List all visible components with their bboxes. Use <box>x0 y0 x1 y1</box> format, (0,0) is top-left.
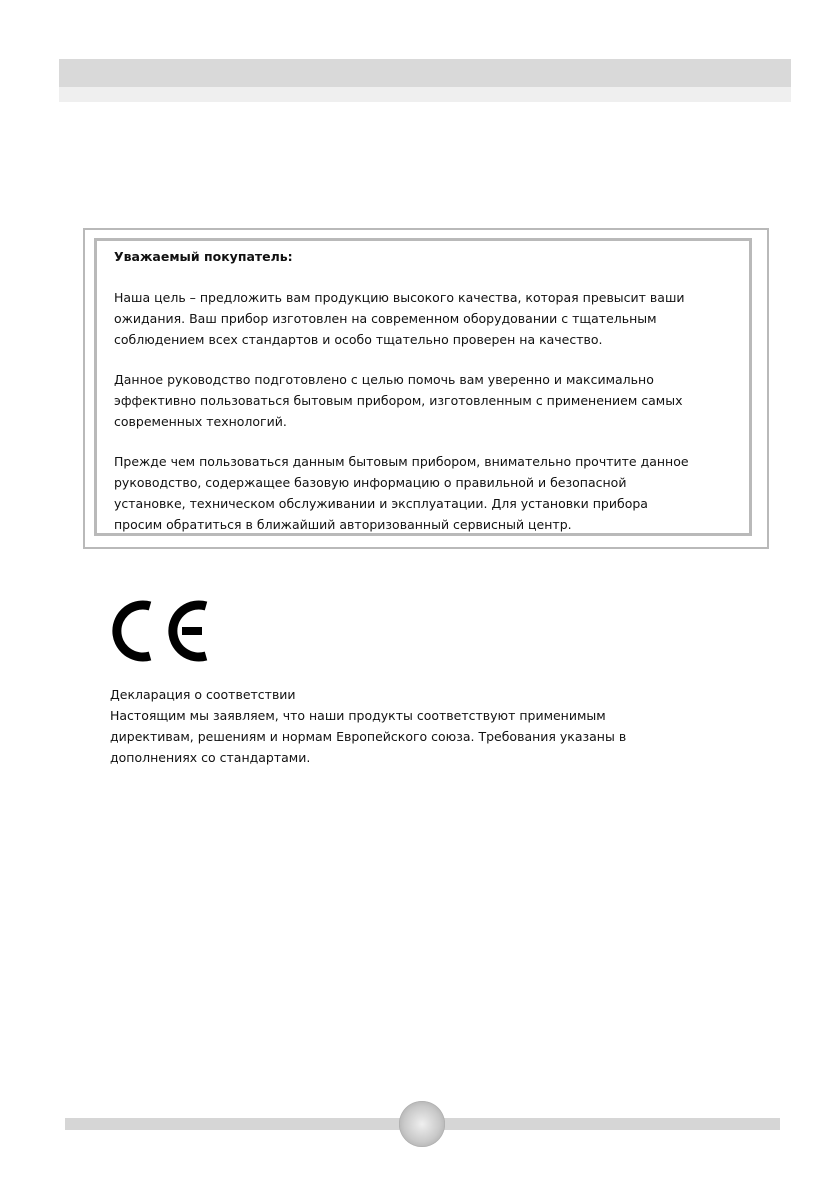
declaration-text: Настоящим мы заявляем, что наши продукты соответствуют применимым директивам, решениям и нормам Европейского союза. Требования указаны в дополнениях со стандартами. <box>110 708 627 765</box>
notice-title: Уважаемый покупатель: <box>114 249 293 264</box>
ce-mark-icon <box>110 596 212 666</box>
notice-paragraph-installation: Прежде чем пользоваться данным бытовым прибором, внимательно прочтите данное руководство, содержащее базовую информацию о правильной и безопасной установке, техническом обслуживании и эксплуатации. Для установки прибора просим обратиться в ближайший авторизованный сервисный центр. <box>114 454 689 532</box>
declaration-title: Декларация о соответствии <box>110 687 296 702</box>
customer-notice <box>94 238 752 536</box>
notice-paragraph-quality: Наша цель – предложить вам продукцию высокого качества, которая превысит ваши ожидания. Ваш прибор изготовлен на современном оборудовании с тщательным соблюдением всех стандартов и особо тщательно проверен на качество. <box>114 290 685 347</box>
notice-paragraph-manual: Данное руководство подготовлено с целью помочь вам уверенно и максимально эффективно пользоваться бытовым прибором, изготовленным с применением самых современных технологий. <box>114 372 683 429</box>
page-number-circle <box>399 1101 445 1147</box>
header-band <box>59 59 791 87</box>
declaration-of-conformity <box>110 684 730 768</box>
header-band-shadow <box>59 87 791 102</box>
